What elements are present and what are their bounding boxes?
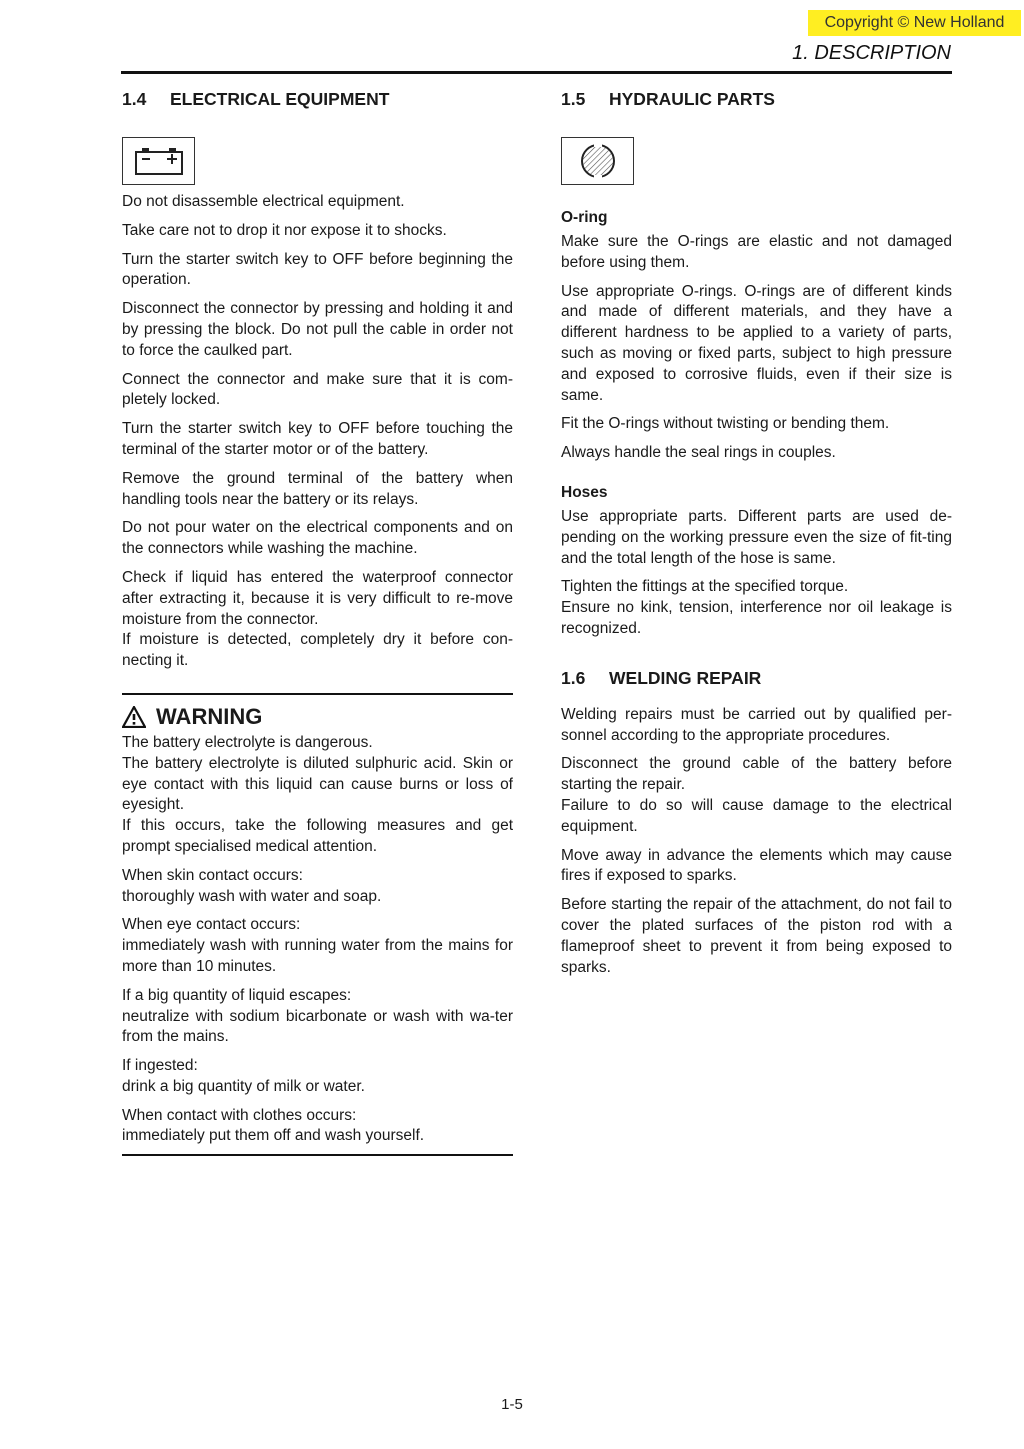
paragraph <box>122 221 513 242</box>
paragraph-line: Always handle the seal rings in couples. <box>561 444 836 462</box>
paragraph <box>122 192 513 213</box>
paragraph-line: Before starting the repair of the attachment, do not fail to cover the plated surfaces of the piston rod with a flameproof sheet to prevent it from being exposed to sparks. <box>561 896 952 976</box>
warning-paragraphs <box>122 733 513 1147</box>
chapter-title: 1. DESCRIPTION <box>792 42 951 64</box>
paragraph <box>122 419 513 461</box>
paragraph <box>122 518 513 560</box>
paragraph <box>561 895 952 978</box>
paragraph <box>561 846 952 888</box>
paragraph-line: neutralize with sodium bicarbonate or wash with wa-ter from the mains. <box>122 1007 513 1046</box>
paragraph <box>561 754 952 837</box>
paragraph-line: Make sure the O-rings are elastic and not damaged before using them. <box>561 233 952 271</box>
section-hydraulic-title <box>561 88 952 110</box>
o-ring-paragraphs <box>561 232 952 464</box>
o-ring-icon <box>578 141 618 181</box>
paragraph-line: Do not pour water on the electrical components and on the connectors while washing the machine. <box>122 519 513 558</box>
paragraph <box>561 507 952 569</box>
paragraph-line: Remove the ground terminal of the battery when handling tools near the battery or its relays. <box>122 469 513 508</box>
paragraph <box>122 299 513 361</box>
paragraph-line: Failure to do so will cause damage to the electrical equipment. <box>561 796 952 835</box>
paragraph-line: Tighten the fittings at the specified torque. <box>561 578 849 596</box>
paragraph-line: If this occurs, take the following measures and get prompt specialised medical attention. <box>122 817 513 855</box>
warning-top-rule <box>122 693 513 695</box>
section-welding-title <box>561 667 952 689</box>
paragraph-line: Use appropriate O-rings. O-rings are of different kinds and made of different materials, and they have a different hardness to be applied to a variety of parts, such as moving or fixed parts, subject to high pressure and exposed to corrosive fluids, even if their size is same. <box>561 282 952 404</box>
paragraph <box>122 370 513 412</box>
paragraph-line: Disconnect the connector by pressing and holding it and by pressing the block. Do not pull the cable in order not to force the caulked part. <box>122 300 513 359</box>
paragraph-line: Disconnect the ground cable of the battery before starting the repair. <box>561 755 952 794</box>
section-title-text: HYDRAULIC PARTS <box>609 89 775 109</box>
hoses-paragraphs <box>561 507 952 640</box>
paragraph-line: The battery electrolyte is dangerous. <box>122 733 373 751</box>
section-number: 1.6 <box>561 667 586 688</box>
paragraph-line: Use appropriate parts. Different parts are used de-pending on the working pressure even the size of fit-ting and the total length of the hose is same. <box>561 507 952 567</box>
paragraph <box>561 705 952 747</box>
paragraph-line: The battery electrolyte is diluted sulphuric acid. Skin or eye contact with this liquid can cause burns or loss of eyesight. <box>122 754 513 814</box>
paragraph-line: immediately wash with running water from the mains for more than 10 minutes. <box>122 937 513 975</box>
paragraph-line: When eye contact occurs: <box>122 916 301 934</box>
electrical-paragraphs <box>122 192 513 672</box>
warning-triangle-icon <box>122 706 146 728</box>
paragraph <box>122 733 513 858</box>
paragraph-line: Turn the starter switch key to OFF before touching the terminal of the starter motor or of the battery. <box>122 420 513 458</box>
paragraph <box>122 866 513 908</box>
paragraph-line: Turn the starter switch key to OFF before beginning the operation. <box>122 250 513 289</box>
paragraph <box>561 443 952 464</box>
section-electrical-title <box>122 88 513 110</box>
warning-heading <box>122 703 513 731</box>
paragraph-line: Move away in advance the elements which may cause fires if exposed to sparks. <box>561 846 952 885</box>
paragraph <box>561 282 952 407</box>
paragraph-line: If a big quantity of liquid escapes: <box>122 986 352 1004</box>
paragraph-line: If ingested: <box>122 1057 198 1075</box>
o-ring-heading: O-ring <box>561 209 608 226</box>
header-rule <box>121 71 952 74</box>
left-column <box>122 88 513 1156</box>
paragraph <box>561 232 952 274</box>
welding-paragraphs <box>561 705 952 979</box>
paragraph-line: Connect the connector and make sure that it is com-pletely locked. <box>122 370 513 409</box>
paragraph-line: Fit the O-rings without twisting or bending them. <box>561 415 890 433</box>
right-column <box>561 88 952 986</box>
paragraph <box>122 469 513 511</box>
paragraph <box>122 568 513 672</box>
paragraph-line: Check if liquid has entered the waterproof connector after extracting it, because it is very difficult to re-move moisture from the connector. <box>122 568 513 628</box>
paragraph-line: thoroughly wash with water and soap. <box>122 887 382 905</box>
section-number: 1.4 <box>122 89 147 109</box>
warning-title: WARNING <box>156 703 263 729</box>
paragraph-line: Do not disassemble electrical equipment. <box>122 193 405 210</box>
paragraph <box>122 250 513 292</box>
paragraph-line: Take care not to drop it nor expose it to shocks. <box>122 221 447 239</box>
paragraph <box>122 1106 513 1148</box>
paragraph <box>122 986 513 1048</box>
hoses-heading: Hoses <box>561 483 608 501</box>
warning-bottom-rule <box>122 1154 513 1156</box>
o-ring-icon-box <box>561 137 634 185</box>
section-number: 1.5 <box>561 89 586 109</box>
paragraph <box>561 577 952 639</box>
paragraph <box>122 1056 513 1098</box>
paragraph <box>561 414 952 435</box>
section-title-text: WELDING REPAIR <box>609 667 762 688</box>
paragraph-line: When skin contact occurs: <box>122 866 303 884</box>
paragraph-line: Ensure no kink, tension, interference nor oil leakage is recognized. <box>561 599 952 637</box>
battery-icon-box <box>122 137 195 185</box>
section-title-text: ELECTRICAL EQUIPMENT <box>170 89 390 109</box>
paragraph <box>122 915 513 977</box>
paragraph-line: If moisture is detected, completely dry it before con-necting it. <box>122 631 513 670</box>
paragraph-line: immediately put them off and wash yourself. <box>122 1127 425 1145</box>
paragraph-line: drink a big quantity of milk or water. <box>122 1077 365 1095</box>
paragraph-line: Welding repairs must be carried out by qualified per-sonnel according to the appropriate procedures. <box>561 705 952 744</box>
page-number: 1-5 <box>501 1396 523 1413</box>
paragraph-line: When contact with clothes occurs: <box>122 1106 357 1124</box>
battery-icon <box>134 146 184 176</box>
copyright-badge: Copyright © New Holland <box>808 10 1021 36</box>
